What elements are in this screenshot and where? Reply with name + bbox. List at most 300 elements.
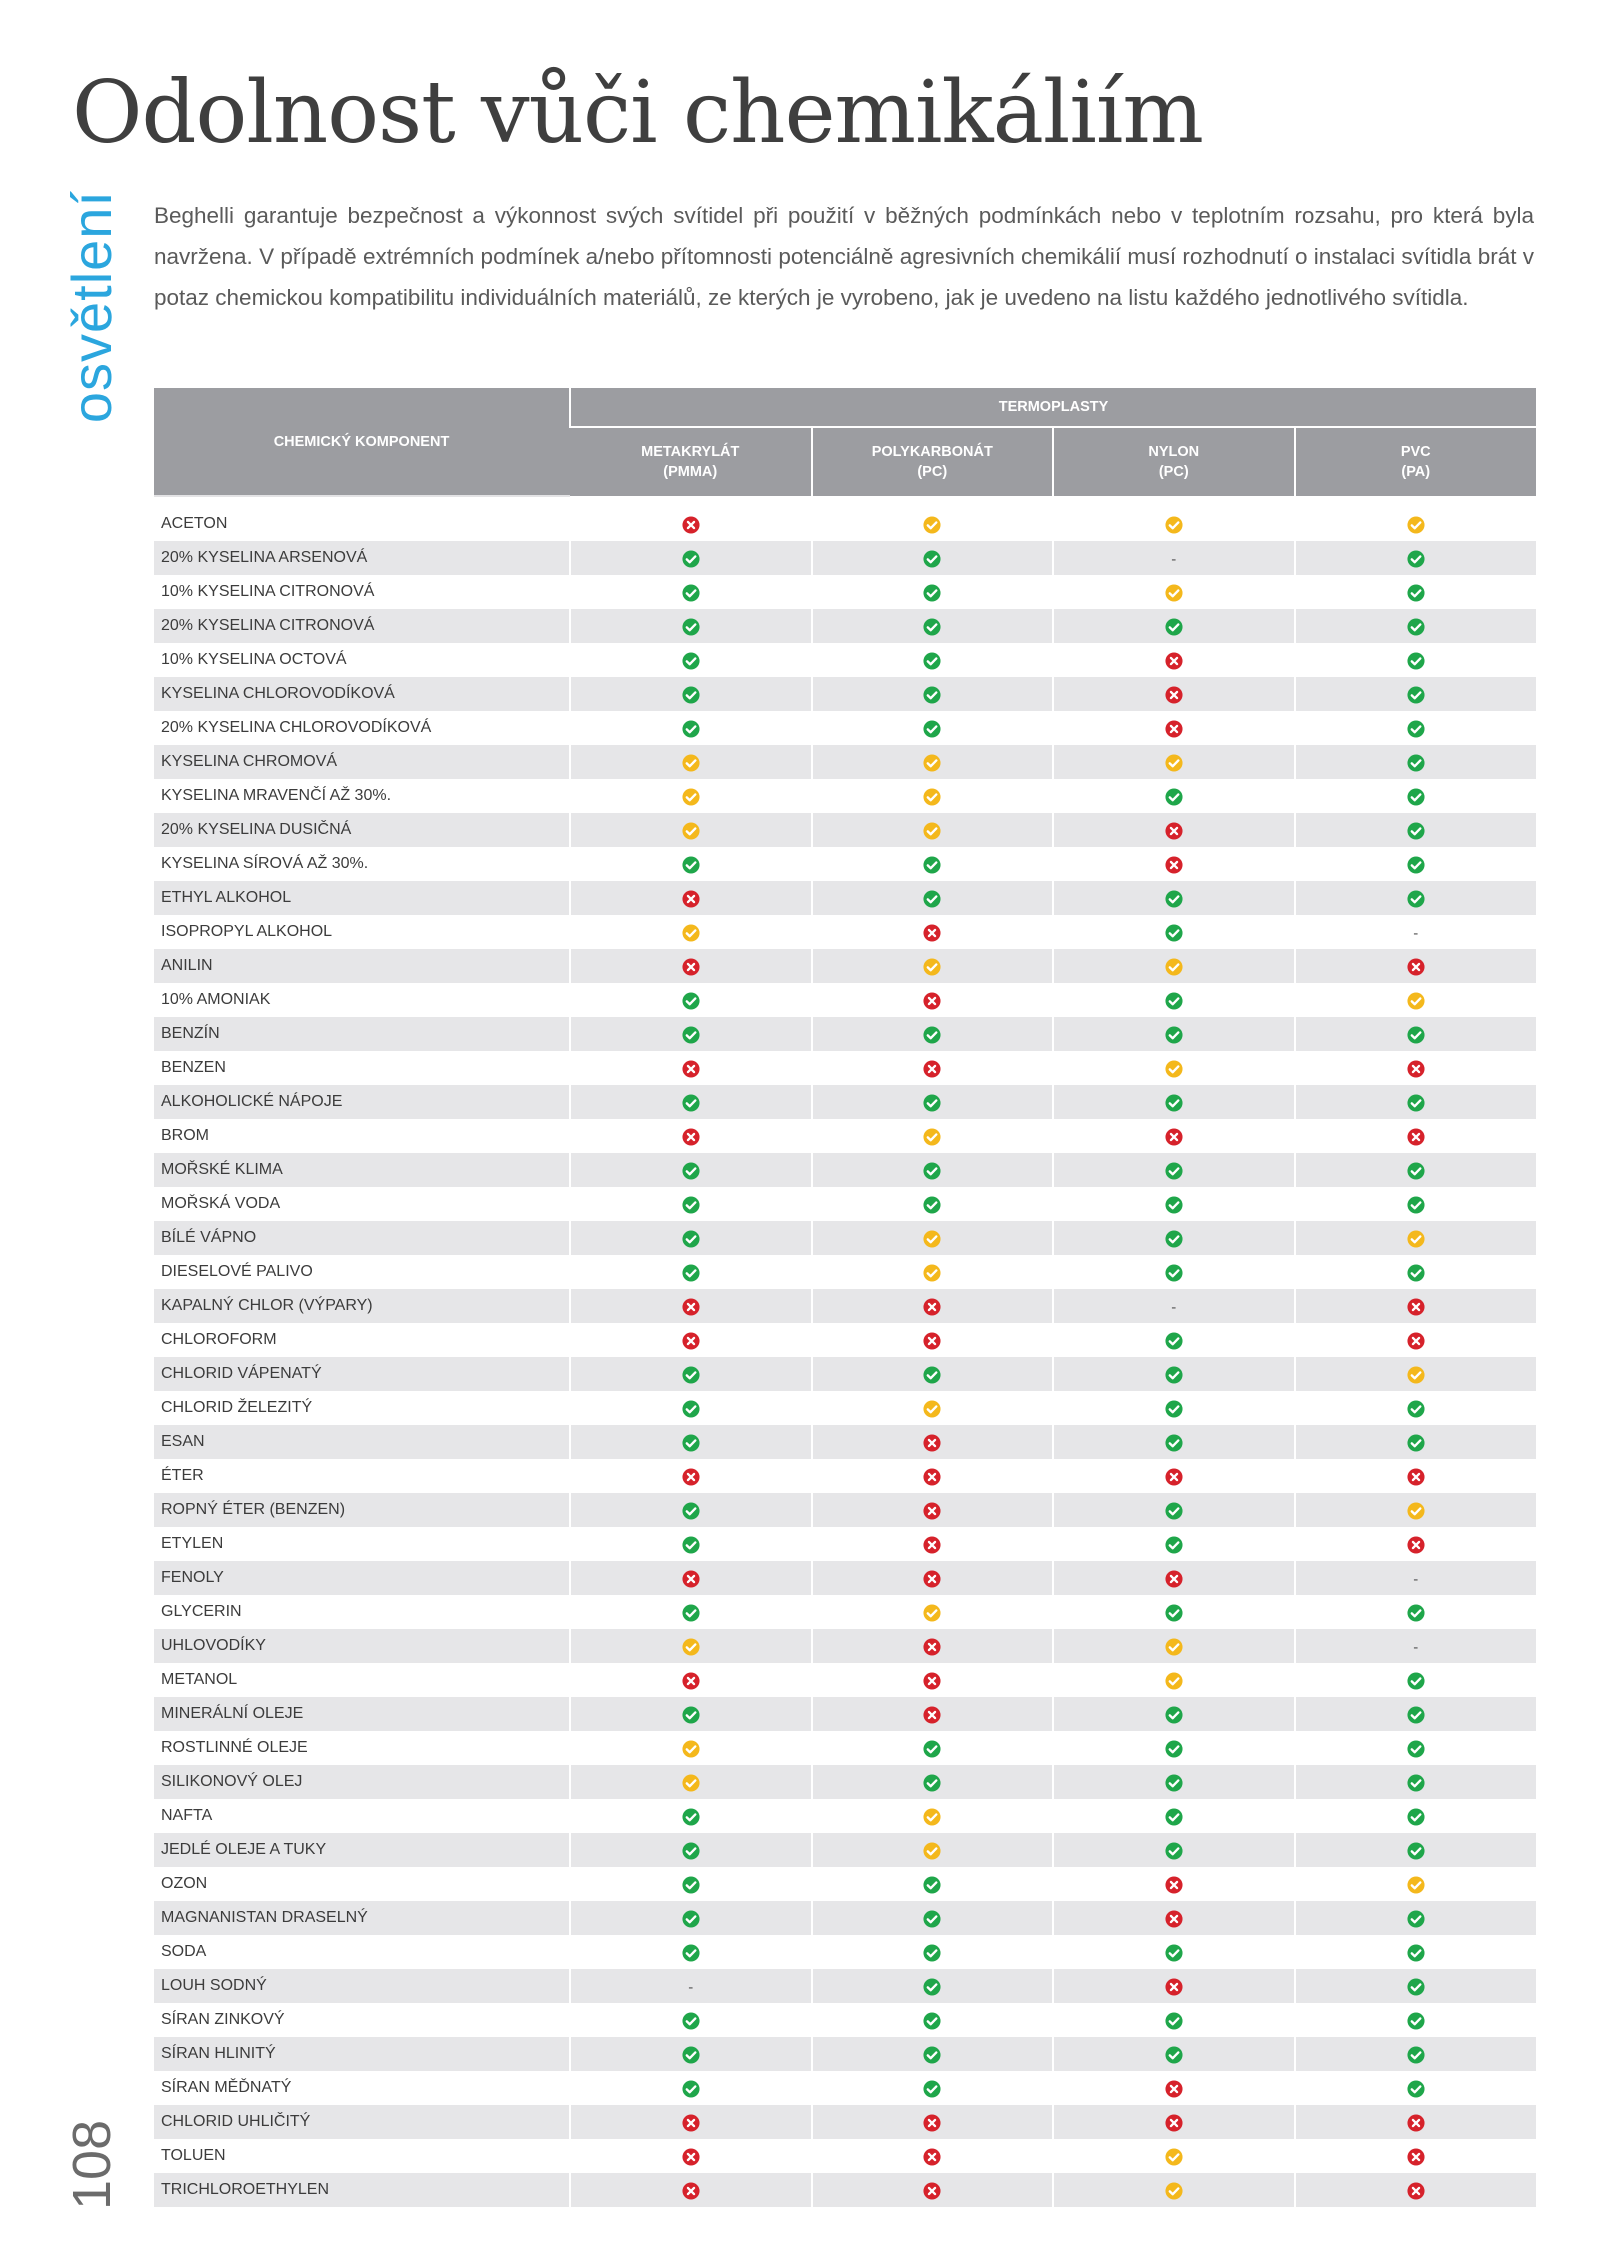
cross-icon xyxy=(682,1468,700,1486)
rating-cell xyxy=(812,915,1054,949)
table-row xyxy=(154,1595,1536,1629)
check-icon xyxy=(1407,1978,1425,1996)
chemical-name: 20% KYSELINA CITRONOVÁ xyxy=(154,609,570,643)
check-icon xyxy=(1165,2046,1183,2064)
component-column-header: CHEMICKÝ KOMPONENT xyxy=(154,388,570,496)
partial-icon xyxy=(682,788,700,806)
table-row xyxy=(154,1323,1536,1357)
table-row xyxy=(154,1493,1536,1527)
check-icon xyxy=(1165,788,1183,806)
rating-cell xyxy=(812,2105,1054,2139)
rating-cell xyxy=(812,1867,1054,1901)
rating-cell xyxy=(812,983,1054,1017)
partial-icon xyxy=(1407,1366,1425,1384)
partial-icon xyxy=(1165,2148,1183,2166)
rating-cell xyxy=(570,1221,812,1255)
cross-icon xyxy=(923,1570,941,1588)
table-row xyxy=(154,847,1536,881)
cross-icon xyxy=(1165,1876,1183,1894)
check-icon xyxy=(1165,1434,1183,1452)
check-icon xyxy=(1407,1672,1425,1690)
material-name: PVC xyxy=(1400,444,1431,460)
rating-cell xyxy=(1053,949,1295,983)
cross-icon xyxy=(1407,1128,1425,1146)
check-icon xyxy=(1407,788,1425,806)
check-icon xyxy=(1165,1332,1183,1350)
table-row xyxy=(154,1221,1536,1255)
check-icon xyxy=(682,2046,700,2064)
check-icon xyxy=(1165,1264,1183,1282)
chemical-name: 10% AMONIAK xyxy=(154,983,570,1017)
check-icon xyxy=(1165,1196,1183,1214)
cross-icon xyxy=(682,2182,700,2200)
not-available-mark: - xyxy=(1171,550,1177,568)
cross-icon xyxy=(1407,1060,1425,1078)
partial-icon xyxy=(1165,1672,1183,1690)
rating-cell xyxy=(1053,1527,1295,1561)
chemical-name: TOLUEN xyxy=(154,2139,570,2173)
rating-cell xyxy=(1295,1799,1537,1833)
check-icon xyxy=(1165,1162,1183,1180)
check-icon xyxy=(682,2080,700,2098)
check-icon xyxy=(1407,1094,1425,1112)
check-icon xyxy=(923,652,941,670)
table-row xyxy=(154,915,1536,949)
table-row xyxy=(154,881,1536,915)
rating-cell xyxy=(812,2037,1054,2071)
rating-cell xyxy=(1053,983,1295,1017)
cross-icon xyxy=(1165,1468,1183,1486)
cross-icon xyxy=(1165,652,1183,670)
rating-cell xyxy=(812,2139,1054,2173)
cross-icon xyxy=(923,1298,941,1316)
table-row xyxy=(154,2105,1536,2139)
cross-icon xyxy=(1165,1910,1183,1928)
cross-icon xyxy=(1165,1128,1183,1146)
partial-icon xyxy=(923,1264,941,1282)
check-icon xyxy=(923,1944,941,1962)
rating-cell xyxy=(1295,881,1537,915)
chemical-name: CHLORID UHLIČITÝ xyxy=(154,2105,570,2139)
check-icon xyxy=(923,584,941,602)
chemical-name: KYSELINA SÍROVÁ AŽ 30%. xyxy=(154,847,570,881)
rating-cell xyxy=(570,1799,812,1833)
chemical-name: METANOL xyxy=(154,1663,570,1697)
cross-icon xyxy=(1407,2148,1425,2166)
rating-cell xyxy=(1053,813,1295,847)
material-name: NYLON xyxy=(1148,444,1200,460)
chemical-name: 20% KYSELINA CHLOROVODÍKOVÁ xyxy=(154,711,570,745)
check-icon xyxy=(1407,890,1425,908)
check-icon xyxy=(923,1978,941,1996)
partial-icon xyxy=(1407,1230,1425,1248)
rating-cell xyxy=(1295,2003,1537,2037)
rating-cell xyxy=(570,711,812,745)
rating-cell xyxy=(570,1833,812,1867)
rating-cell xyxy=(1053,1119,1295,1153)
cross-icon xyxy=(923,1706,941,1724)
chemical-resistance-table xyxy=(154,388,1536,2207)
check-icon xyxy=(682,2012,700,2030)
chemical-name: 20% KYSELINA DUSIČNÁ xyxy=(154,813,570,847)
rating-cell xyxy=(570,847,812,881)
rating-cell xyxy=(1295,2037,1537,2071)
material-name: POLYKARBONÁT xyxy=(871,444,993,460)
rating-cell xyxy=(812,1799,1054,1833)
rating-cell xyxy=(1053,1323,1295,1357)
rating-cell xyxy=(570,1357,812,1391)
chemical-name: ANILIN xyxy=(154,949,570,983)
partial-icon xyxy=(682,1638,700,1656)
rating-cell xyxy=(812,1595,1054,1629)
partial-icon xyxy=(1165,1060,1183,1078)
rating-cell xyxy=(570,1765,812,1799)
rating-cell xyxy=(1053,1731,1295,1765)
rating-cell xyxy=(812,1119,1054,1153)
check-icon xyxy=(1165,618,1183,636)
rating-cell xyxy=(1053,1663,1295,1697)
rating-cell xyxy=(812,779,1054,813)
rating-cell xyxy=(570,1391,812,1425)
cross-icon xyxy=(682,890,700,908)
rating-cell xyxy=(812,1459,1054,1493)
rating-cell xyxy=(570,1255,812,1289)
chemical-name: OZON xyxy=(154,1867,570,1901)
rating-cell xyxy=(1295,1119,1537,1153)
table-row xyxy=(154,813,1536,847)
rating-cell xyxy=(1053,1289,1295,1323)
check-icon xyxy=(682,1162,700,1180)
chemical-name: ETHYL ALKOHOL xyxy=(154,881,570,915)
check-icon xyxy=(1165,1536,1183,1554)
cross-icon xyxy=(1407,958,1425,976)
table-row xyxy=(154,1289,1536,1323)
check-icon xyxy=(1407,1706,1425,1724)
rating-cell xyxy=(1295,1459,1537,1493)
rating-cell xyxy=(812,1731,1054,1765)
rating-cell xyxy=(1295,1935,1537,1969)
rating-cell xyxy=(1295,575,1537,609)
table-row xyxy=(154,711,1536,745)
check-icon xyxy=(1407,686,1425,704)
rating-cell xyxy=(1053,1017,1295,1051)
check-icon xyxy=(1407,1264,1425,1282)
chemical-name: DIESELOVÉ PALIVO xyxy=(154,1255,570,1289)
rating-cell xyxy=(1053,1629,1295,1663)
rating-cell xyxy=(1053,2003,1295,2037)
chemical-name: TRICHLOROETHYLEN xyxy=(154,2173,570,2207)
table-row xyxy=(154,575,1536,609)
cross-icon xyxy=(923,1638,941,1656)
table-row xyxy=(154,1119,1536,1153)
rating-cell xyxy=(1295,1153,1537,1187)
rating-cell xyxy=(812,813,1054,847)
rating-cell xyxy=(1053,1051,1295,1085)
table-header xyxy=(154,388,1536,496)
rating-cell xyxy=(570,1731,812,1765)
rating-cell xyxy=(812,1221,1054,1255)
partial-icon xyxy=(923,1128,941,1146)
rating-cell xyxy=(1053,1391,1295,1425)
check-icon xyxy=(682,1604,700,1622)
partial-icon xyxy=(923,754,941,772)
partial-icon xyxy=(923,1230,941,1248)
check-icon xyxy=(923,1094,941,1112)
rating-cell xyxy=(812,1765,1054,1799)
cross-icon xyxy=(682,516,700,534)
rating-cell xyxy=(570,1119,812,1153)
check-icon xyxy=(1407,720,1425,738)
check-icon xyxy=(1165,1502,1183,1520)
table-body xyxy=(154,496,1536,2207)
rating-cell xyxy=(1295,2139,1537,2173)
rating-cell xyxy=(1053,1493,1295,1527)
rating-cell xyxy=(812,1323,1054,1357)
table-row xyxy=(154,1935,1536,1969)
rating-cell xyxy=(1295,1731,1537,1765)
check-icon xyxy=(1407,1604,1425,1622)
check-icon xyxy=(1165,1094,1183,1112)
rating-cell xyxy=(1295,1595,1537,1629)
table-row xyxy=(154,1867,1536,1901)
cross-icon xyxy=(923,1060,941,1078)
rating-cell xyxy=(1053,1595,1295,1629)
chemical-name: SÍRAN HLINITÝ xyxy=(154,2037,570,2071)
table-row xyxy=(154,1561,1536,1595)
rating-cell xyxy=(570,745,812,779)
not-available-mark: - xyxy=(1413,1638,1419,1656)
rating-cell xyxy=(812,847,1054,881)
check-icon xyxy=(923,1196,941,1214)
rating-cell xyxy=(812,881,1054,915)
rating-cell xyxy=(812,575,1054,609)
material-abbr: (PC) xyxy=(1158,464,1189,480)
rating-cell xyxy=(1053,745,1295,779)
chemical-name: MOŘSKÉ KLIMA xyxy=(154,1153,570,1187)
check-icon xyxy=(923,1774,941,1792)
check-icon xyxy=(923,856,941,874)
rating-cell xyxy=(570,881,812,915)
rating-cell xyxy=(1053,2037,1295,2071)
rating-cell xyxy=(812,1935,1054,1969)
page-title: Odolnost vůči chemikáliím xyxy=(72,63,1203,163)
rating-cell xyxy=(812,1289,1054,1323)
rating-cell xyxy=(1295,745,1537,779)
table-row xyxy=(154,1085,1536,1119)
rating-cell xyxy=(1295,1901,1537,1935)
cross-icon xyxy=(682,1332,700,1350)
rating-cell xyxy=(1295,1697,1537,1731)
rating-cell xyxy=(570,915,812,949)
check-icon xyxy=(682,856,700,874)
rating-cell xyxy=(812,1629,1054,1663)
check-icon xyxy=(1407,1944,1425,1962)
partial-icon xyxy=(1165,1638,1183,1656)
check-icon xyxy=(1407,1026,1425,1044)
rating-cell xyxy=(1295,643,1537,677)
rating-cell xyxy=(1295,1085,1537,1119)
rating-cell xyxy=(812,1085,1054,1119)
rating-cell xyxy=(1053,643,1295,677)
check-icon xyxy=(1165,1706,1183,1724)
chemical-name: ESAN xyxy=(154,1425,570,1459)
rating-cell xyxy=(570,1289,812,1323)
rating-cell xyxy=(1053,2173,1295,2207)
rating-cell xyxy=(1053,1969,1295,2003)
chemical-name: BÍLÉ VÁPNO xyxy=(154,1221,570,1255)
table-row xyxy=(154,1527,1536,1561)
rating-cell xyxy=(812,1051,1054,1085)
rating-cell xyxy=(1295,1425,1537,1459)
chemical-name: ALKOHOLICKÉ NÁPOJE xyxy=(154,1085,570,1119)
partial-icon xyxy=(923,516,941,534)
table-row xyxy=(154,1765,1536,1799)
check-icon xyxy=(923,720,941,738)
table-row xyxy=(154,1391,1536,1425)
check-icon xyxy=(1407,1400,1425,1418)
cross-icon xyxy=(682,958,700,976)
rating-cell xyxy=(570,1561,812,1595)
table-row xyxy=(154,949,1536,983)
check-icon xyxy=(682,1706,700,1724)
rating-cell xyxy=(1295,1221,1537,1255)
chemical-name: ACETON xyxy=(154,507,570,541)
check-icon xyxy=(923,2080,941,2098)
rating-cell xyxy=(570,2037,812,2071)
check-icon xyxy=(682,1842,700,1860)
check-icon xyxy=(1407,822,1425,840)
table-row xyxy=(154,1731,1536,1765)
table-row xyxy=(154,2173,1536,2207)
rating-cell xyxy=(812,1969,1054,2003)
chemical-name: 10% KYSELINA CITRONOVÁ xyxy=(154,575,570,609)
check-icon xyxy=(682,584,700,602)
check-icon xyxy=(1407,1910,1425,1928)
check-icon xyxy=(1165,1366,1183,1384)
rating-cell xyxy=(1053,1697,1295,1731)
cross-icon xyxy=(923,1434,941,1452)
rating-cell xyxy=(812,1561,1054,1595)
rating-cell xyxy=(1053,915,1295,949)
rating-cell xyxy=(812,2173,1054,2207)
rating-cell xyxy=(1295,1493,1537,1527)
check-icon xyxy=(682,992,700,1010)
chemical-name: KYSELINA MRAVENČÍ AŽ 30%. xyxy=(154,779,570,813)
rating-cell xyxy=(1053,2139,1295,2173)
rating-cell xyxy=(1053,1561,1295,1595)
cross-icon xyxy=(1165,686,1183,704)
table-row xyxy=(154,1697,1536,1731)
check-icon xyxy=(1407,856,1425,874)
rating-cell xyxy=(812,1153,1054,1187)
partial-icon xyxy=(1165,584,1183,602)
rating-cell xyxy=(570,541,812,575)
partial-icon xyxy=(1165,2182,1183,2200)
rating-cell xyxy=(570,2105,812,2139)
rating-cell xyxy=(1053,847,1295,881)
table-row xyxy=(154,2003,1536,2037)
check-icon xyxy=(682,686,700,704)
material-column-header xyxy=(570,427,812,496)
cross-icon xyxy=(1165,2114,1183,2132)
check-icon xyxy=(682,1910,700,1928)
chemical-name: ÉTER xyxy=(154,1459,570,1493)
rating-cell xyxy=(812,1425,1054,1459)
group-header: TERMOPLASTY xyxy=(570,388,1536,427)
rating-cell xyxy=(570,609,812,643)
check-icon xyxy=(923,1910,941,1928)
check-icon xyxy=(1407,652,1425,670)
intro-paragraph: Beghelli garantuje bezpečnost a výkonnost svých svítidel při použití v běžných podmínkách nebo v teplotním rozsahu, pro která byla navržena. V případě extrémních podmínek a/nebo přítomnosti potenciálně agresivních chemikálií musí rozhodnutí o instalaci svítidla brát v potaz chemickou kompatibilitu individuálních materiálů, ze kterých je vyrobeno, jak je uvedeno na listu každého jednotlivého svítidla. xyxy=(154,203,1534,310)
rating-cell xyxy=(570,507,812,541)
rating-cell xyxy=(570,1969,812,2003)
rating-cell xyxy=(812,1391,1054,1425)
chemical-name: JEDLÉ OLEJE A TUKY xyxy=(154,1833,570,1867)
check-icon xyxy=(1165,924,1183,942)
rating-cell xyxy=(1295,915,1537,949)
rating-cell xyxy=(570,1867,812,1901)
table-row xyxy=(154,1799,1536,1833)
rating-cell xyxy=(1053,779,1295,813)
chemical-name: SODA xyxy=(154,1935,570,1969)
rating-cell xyxy=(570,1425,812,1459)
material-column-header xyxy=(1295,427,1537,496)
rating-cell xyxy=(570,1493,812,1527)
rating-cell xyxy=(1295,1187,1537,1221)
rating-cell xyxy=(1295,2173,1537,2207)
rating-cell xyxy=(1295,2105,1537,2139)
chemical-name: CHLOROFORM xyxy=(154,1323,570,1357)
rating-cell xyxy=(1053,1901,1295,1935)
check-icon xyxy=(923,890,941,908)
not-available-mark: - xyxy=(1413,1570,1419,1588)
cross-icon xyxy=(1165,720,1183,738)
rating-cell xyxy=(812,1697,1054,1731)
table-row xyxy=(154,2071,1536,2105)
material-column-header xyxy=(812,427,1054,496)
rating-cell xyxy=(812,643,1054,677)
cross-icon xyxy=(682,2114,700,2132)
partial-icon xyxy=(1407,992,1425,1010)
table-row xyxy=(154,1153,1536,1187)
check-icon xyxy=(682,1400,700,1418)
rating-cell xyxy=(812,1255,1054,1289)
chemical-name: MINERÁLNÍ OLEJE xyxy=(154,1697,570,1731)
partial-icon xyxy=(923,1842,941,1860)
cross-icon xyxy=(923,924,941,942)
chemical-name: LOUH SODNÝ xyxy=(154,1969,570,2003)
table-row xyxy=(154,1459,1536,1493)
check-icon xyxy=(1407,2046,1425,2064)
partial-icon xyxy=(1165,754,1183,772)
check-icon xyxy=(923,2012,941,2030)
rating-cell xyxy=(570,1051,812,1085)
check-icon xyxy=(1407,1774,1425,1792)
partial-icon xyxy=(923,788,941,806)
check-icon xyxy=(1165,2012,1183,2030)
rating-cell xyxy=(1053,1867,1295,1901)
cross-icon xyxy=(923,1332,941,1350)
table-row xyxy=(154,779,1536,813)
chemical-name: ETYLEN xyxy=(154,1527,570,1561)
rating-cell xyxy=(1053,677,1295,711)
check-icon xyxy=(682,1944,700,1962)
check-icon xyxy=(923,1876,941,1894)
check-icon xyxy=(682,550,700,568)
rating-cell xyxy=(570,677,812,711)
rating-cell xyxy=(570,1085,812,1119)
rating-cell xyxy=(812,2003,1054,2037)
